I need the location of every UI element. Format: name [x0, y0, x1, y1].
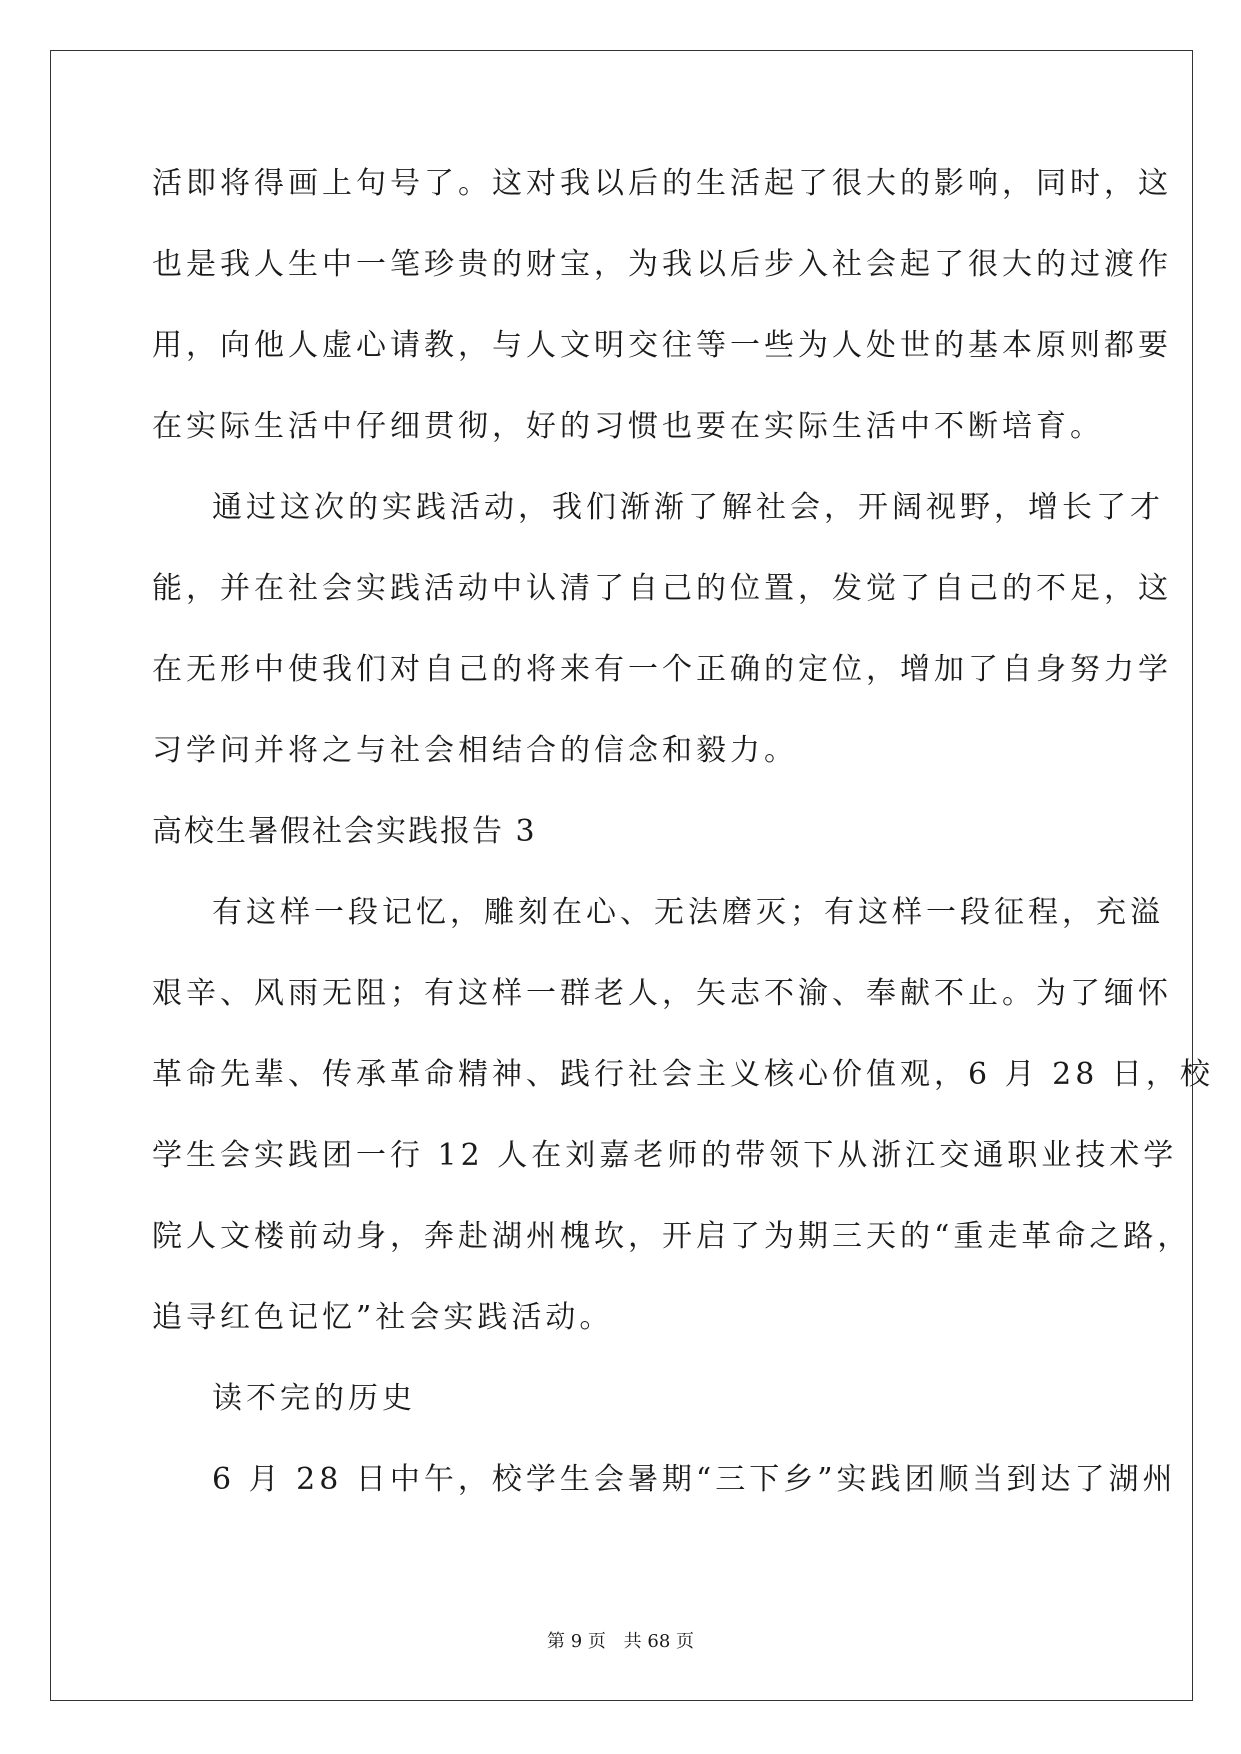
page-total: 共 68 页 [623, 1631, 694, 1652]
text-line: 有这样一段记忆，雕刻在心、无法磨灭；有这样一段征程，充溢 [212, 895, 1164, 930]
text-line: 在无形中使我们对自己的将来有一个正确的定位，增加了自身努力学 [152, 652, 1172, 687]
text-line: 院人文楼前动身，奔赴湖州槐坎，开启了为期三天的“重走革命之路， [152, 1219, 1192, 1254]
text-line: 活即将得画上句号了。这对我以后的生活起了很大的影响，同时，这 [152, 166, 1172, 201]
text-line: 能，并在社会实践活动中认清了自己的位置，发觉了自己的不足，这 [152, 571, 1172, 606]
text-line: 6 月 28 日中午，校学生会暑期“三下乡”实践团顺当到达了湖州 [212, 1462, 1177, 1497]
text-line: 艰辛、风雨无阻；有这样一群老人，矢志不渝、奉献不止。为了缅怀 [152, 976, 1172, 1011]
text-line: 在实际生活中仔细贯彻，好的习惯也要在实际生活中不断培育。 [152, 409, 1104, 444]
text-line: 习学问并将之与社会相结合的信念和毅力。 [152, 733, 798, 768]
text-line: 学生会实践团一行 12 人在刘嘉老师的带领下从浙江交通职业技术学 [152, 1138, 1178, 1173]
page-footer [0, 1627, 1241, 1653]
text-line: 追寻红色记忆”社会实践活动。 [152, 1300, 614, 1335]
text-line: 也是我人生中一笔珍贵的财宝，为我以后步入社会起了很大的过渡作 [152, 247, 1172, 282]
subheading: 读不完的历史 [212, 1381, 416, 1416]
page-number: 第 9 页 [547, 1631, 606, 1652]
text-line: 用，向他人虚心请教，与人文明交往等一些为人处世的基本原则都要 [152, 328, 1172, 363]
text-line: 革命先辈、传承革命精神、践行社会主义核心价值观，6 月 28 日，校 [152, 1057, 1214, 1092]
document-body [152, 160, 1214, 1537]
section-heading: 高校生暑假社会实践报告 3 [152, 814, 537, 849]
text-line: 通过这次的实践活动，我们渐渐了解社会，开阔视野，增长了才 [212, 490, 1164, 525]
